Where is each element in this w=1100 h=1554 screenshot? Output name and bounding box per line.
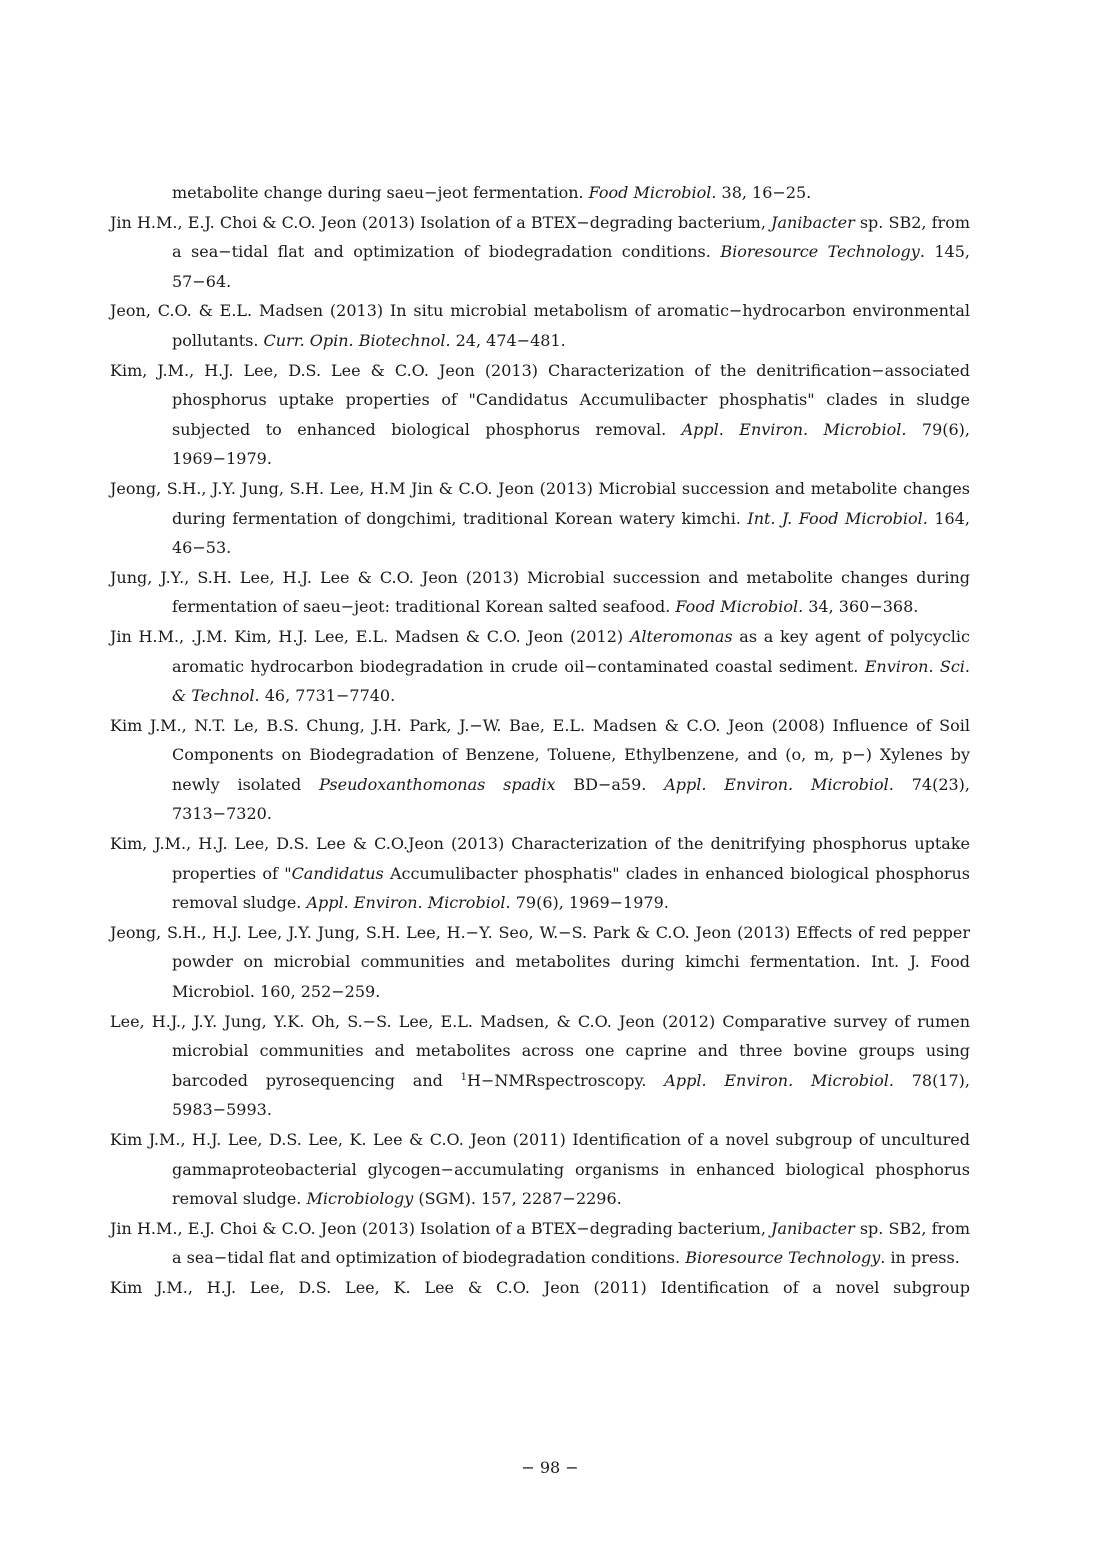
reference-text: Accumulibacter phosphatis" clades in enhanced biological phosphorus removal sludge. [172,863,970,913]
reference-entry [110,829,970,918]
reference-text: H−NMRspectroscopy. [467,1070,665,1090]
italic-text: Bioresource Technology [685,1248,881,1268]
reference-text: Kim J.M., N.T. Le, B.S. Chung, J.H. Park, J.−W. Bae, E.L. Madsen & C.O. Jeon (2008) Influence of Soil Components on Biodegradation of Benzene, Toluene, Ethylbenzene, and (o, m, p−) Xylenes by newly isolated [110,715,970,794]
reference-text: 34, 360−368. [803,597,919,617]
reference-entry [110,474,970,563]
italic-text: Food Microbiol. [588,183,717,202]
reference-text: (SGM). 157, 2287−2296. [413,1189,622,1209]
reference-text: 79(6), 1969−1979. [172,419,970,469]
reference-text: Jung, J.Y., S.H. Lee, H.J. Lee & C.O. Jeon (2013) Microbial succession and metabolite changes during fermentation of saeu−jeot: traditional Korean salted seafood. [110,567,970,617]
reference-entry [110,178,970,208]
reference-text: 46, 7731−7740. [259,686,396,706]
reference-text: Jeon, C.O. & E.L. Madsen (2013) In situ microbial metabolism of aromatic−hydrocarbon environmental pollutants. [110,301,970,350]
reference-text: Jin H.M., E.J. Choi & C.O. Jeon (2013) Isolation of a BTEX−degrading bacterium, [110,212,772,232]
italic-text: Environ. Sci. & Technol. [172,656,970,706]
reference-entry [110,918,970,1007]
reference-text: Kim J.M., H.J. Lee, D.S. Lee, K. Lee & C.O. Jeon (2011) Identification of a novel subgroup of uncultured gammaproteobacterial glycogen−accumulating organisms in enhanced biological phosphorus removal sludge. [110,1130,970,1209]
reference-text: Jin H.M., E.J. Choi & C.O. Jeon (2013) Isolation of a BTEX−degrading bacterium, [110,1218,772,1238]
italic-text: Appl. Environ. Microbiol. [664,774,894,794]
reference-text: 74(23), 7313−7320. [172,774,971,824]
reference-entry [110,622,970,711]
reference-list [110,178,970,1303]
reference-text: Jeong, S.H., H.J. Lee, J.Y. Jung, S.H. Lee, H.−Y. Seo, W.−S. Park & C.O. Jeon (2013) Effects of red pepper powder on microbial communities and metabolites during kimchi fermentation. Int. J. Food Microbiol. 160, 252−259. [110,922,970,1002]
italic-text: Int. J. Food Microbiol. [747,508,928,528]
page-number: − 98 − [521,1458,579,1477]
reference-entry [110,1273,970,1303]
reference-text: Lee, H.J., J.Y. Jung, Y.K. Oh, S.−S. Lee, E.L. Madsen, & C.O. Jeon (2012) Comparative survey of rumen microbial communities and metabolites across one caprine and three bovine groups using barcoded pyrosequencing and [110,1011,970,1090]
italic-text: Food Microbiol. [675,597,804,617]
reference-text: Jeong, S.H., J.Y. Jung, S.H. Lee, H.M Jin & C.O. Jeon (2013) Microbial succession and metabolite changes during fermentation of dongchimi, traditional Korean watery kimchi. [110,478,970,528]
italic-text: Candidatus [291,863,384,883]
italic-text: Janibacter [771,212,855,232]
reference-entry [110,1214,970,1273]
reference-text: 78(17), 5983−5993. [172,1070,971,1120]
reference-text: 79(6), 1969−1979. [510,893,669,913]
reference-text: Jin H.M., .J.M. Kim, H.J. Lee, E.L. Madsen & C.O. Jeon (2012) [110,626,630,646]
reference-entry [110,563,970,622]
reference-text: 38, 16−25. [716,183,812,202]
italic-text: Alteromonas [629,626,733,646]
italic-text: Curr. Opin. Biotechnol. [263,330,451,350]
reference-text: 24, 474−481. [450,330,566,350]
reference-text: sp. SB2, from a sea−tidal flat and optimization of biodegradation conditions. [172,212,971,262]
superscript-text: 1 [460,1071,468,1083]
reference-text: as a key agent of polycyclic aromatic hydrocarbon biodegradation in crude oil−contaminated coastal sediment. [172,626,971,676]
italic-text: Bioresource Technology [720,242,920,262]
reference-entry [110,711,970,829]
reference-entry [110,356,970,474]
reference-text: . 145, 57−64. [172,242,971,291]
italic-text: Janibacter [771,1218,855,1238]
reference-entry [110,1125,970,1214]
reference-entry [110,208,970,297]
reference-text: . in press. [880,1248,960,1268]
italic-text: Appl. Environ. Microbiol. [664,1070,894,1090]
reference-text: 164, 46−53. [172,508,970,558]
reference-text: metabolite change during saeu−jeot fermentation. [172,183,589,202]
reference-entry [110,1007,970,1125]
reference-text: sp. SB2, from a sea−tidal flat and optimization of biodegradation conditions. [172,1218,971,1268]
italic-text: Appl. Environ. Microbiol. [681,419,907,439]
italic-text: Pseudoxanthomonas spadix [319,774,556,794]
italic-text: Appl. Environ. Microbiol. [306,893,511,913]
italic-text: Microbiology [306,1189,414,1209]
reference-text: Kim, J.M., H.J. Lee, D.S. Lee & C.O. Jeon (2013) Characterization of the denitrification−associated phosphorus uptake properties of "Candidatus Accumulibacter phosphatis" clades in sludge subjected to enhanced biological phosphorus removal. [110,360,970,439]
reference-text: Kim, J.M., H.J. Lee, D.S. Lee & C.O.Jeon (2013) Characterization of the denitrifying phosphorus uptake properties of " [110,834,970,883]
reference-text: Kim J.M., H.J. Lee, D.S. Lee, K. Lee & C.O. Jeon (2011) Identification of a novel subgroup [110,1277,970,1297]
reference-entry [110,296,970,355]
reference-text: BD−a59. [555,774,665,794]
